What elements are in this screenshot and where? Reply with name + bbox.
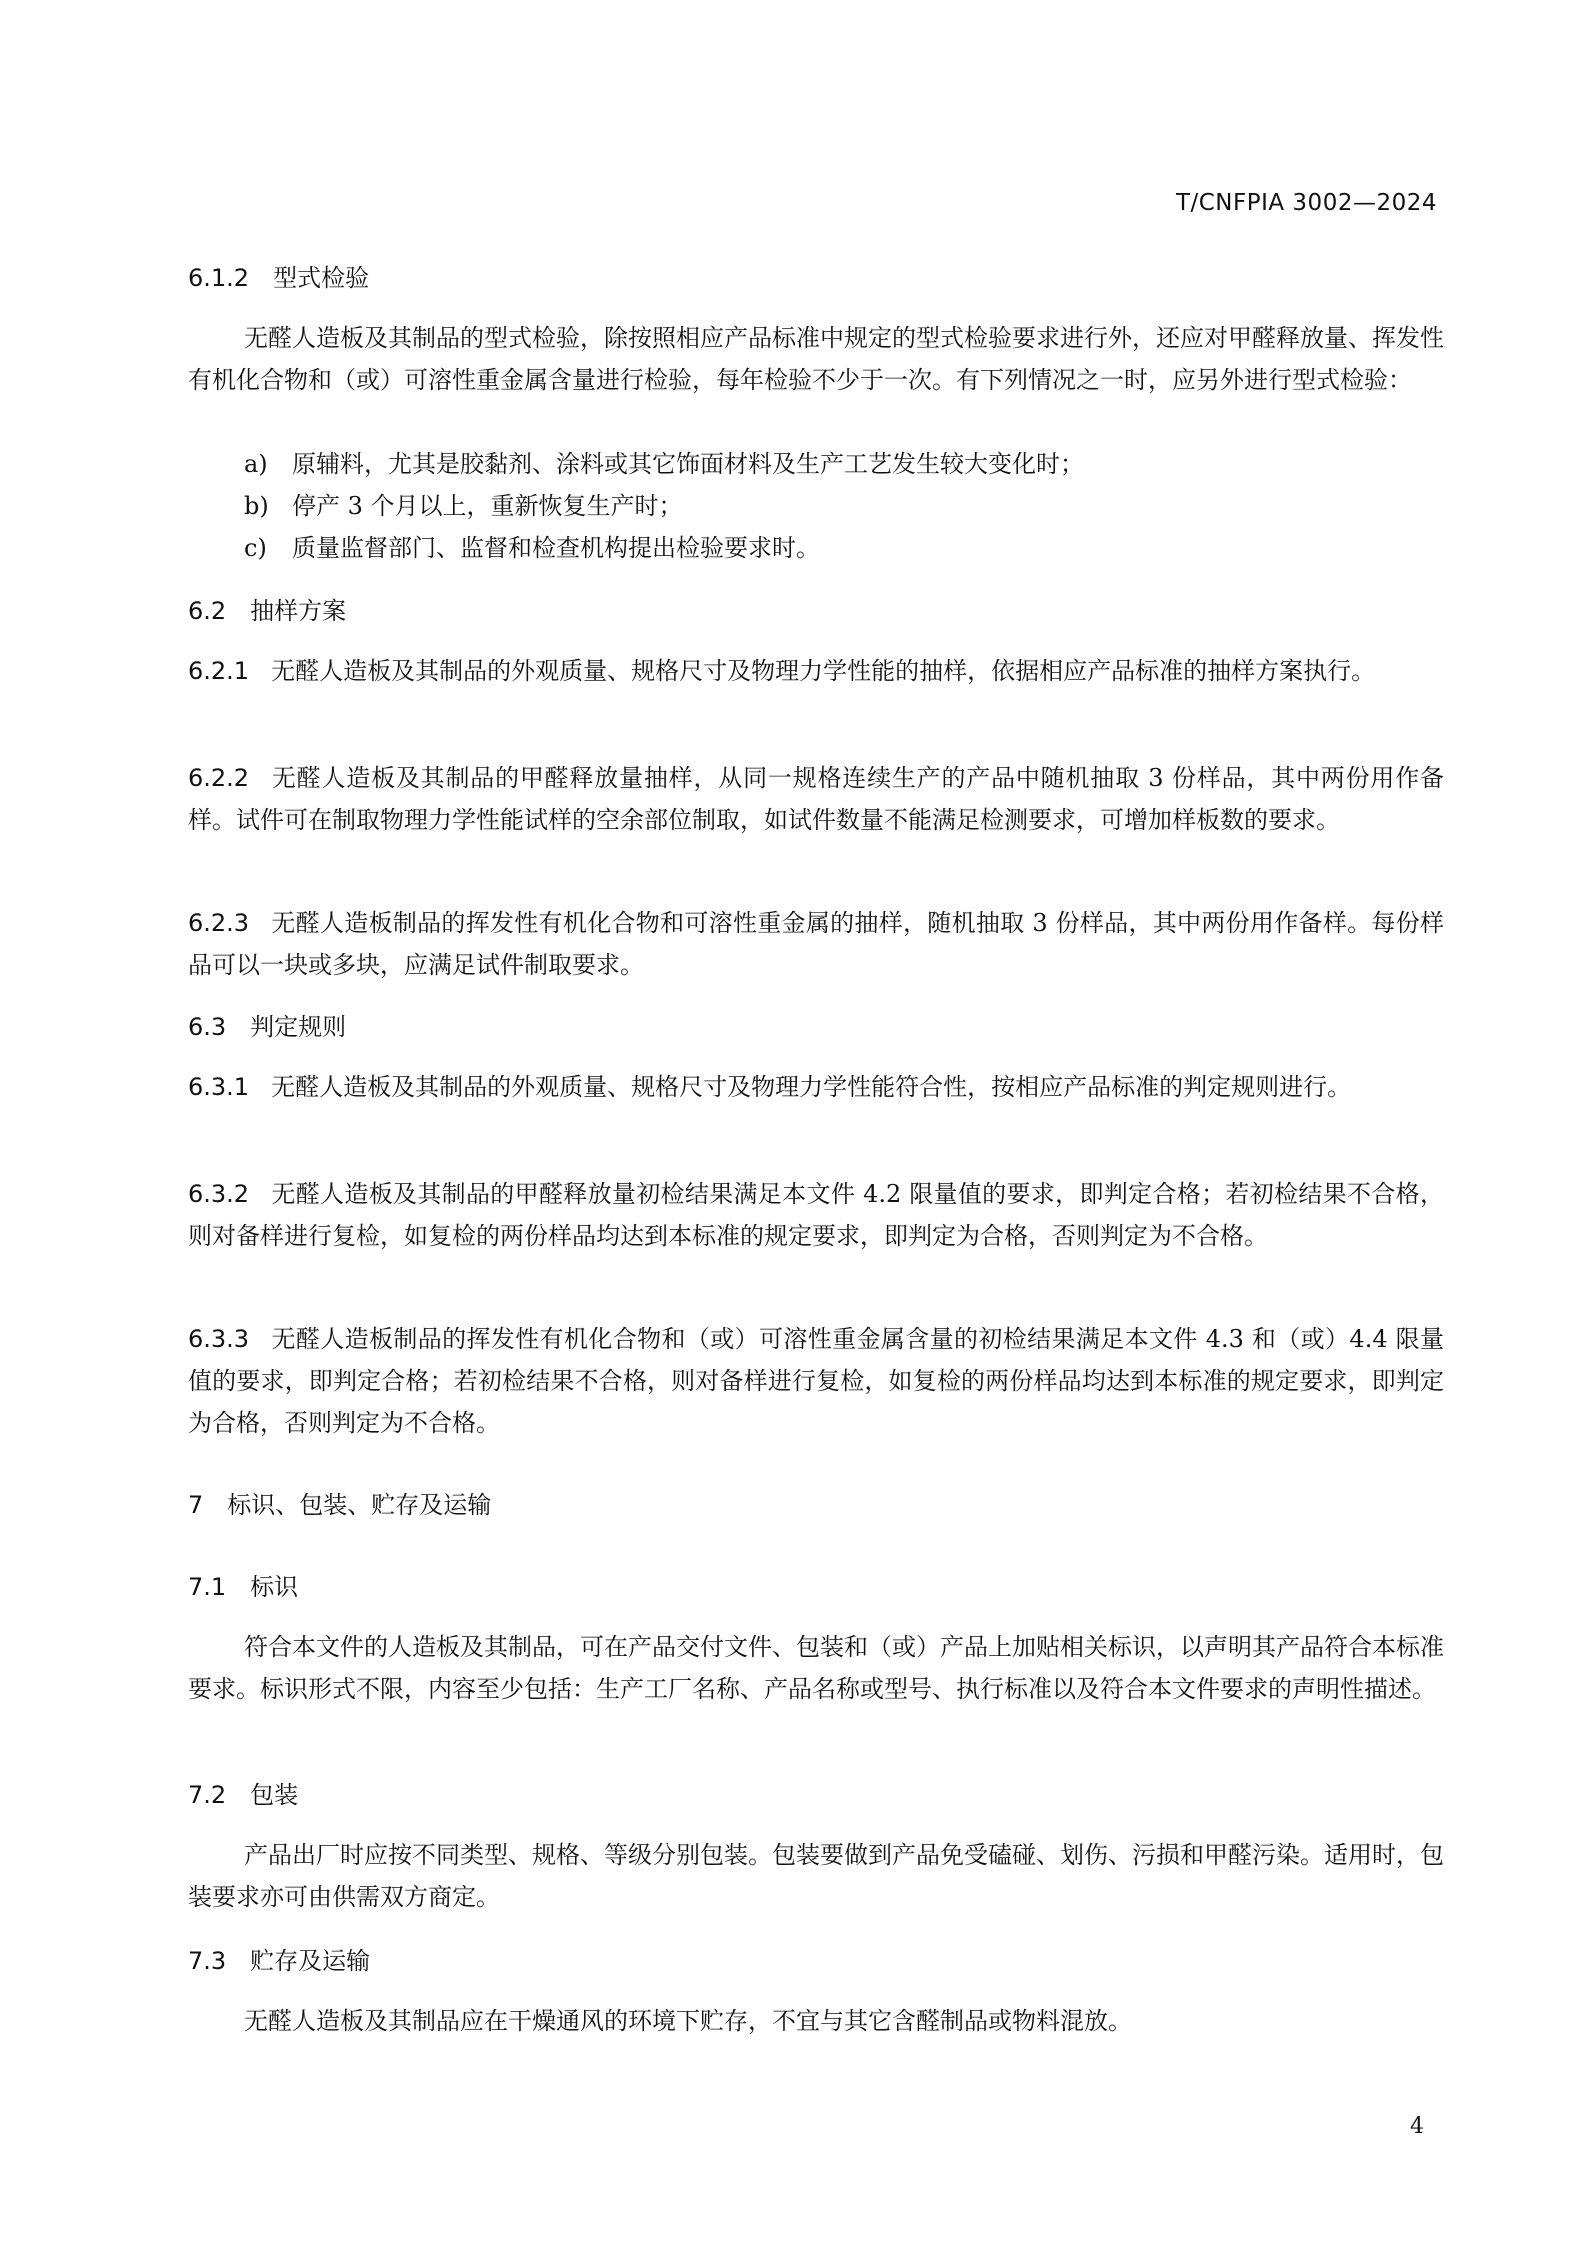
paragraph-6-1-2: 无醛人造板及其制品的型式检验，除按照相应产品标准中规定的型式检验要求进行外，还应对甲醛释放量、挥发性有机化合物和（或）可溶性重金属含量进行检验，每年检验不少于一次。有下列情况之一时，应另外进行型式检验： xyxy=(188,324,1444,394)
heading-7-2 xyxy=(188,1780,1444,1810)
page-number: 4 xyxy=(1410,2114,1424,2139)
clause-number: 6.3.1 xyxy=(188,1073,250,1101)
heading-6-3 xyxy=(188,1012,1444,1042)
section-number: 6.1.2 xyxy=(188,264,250,292)
section-title: 抽样方案 xyxy=(250,597,347,625)
clause-6-3-2 xyxy=(188,1173,1444,1257)
clause-number: 6.3.2 xyxy=(188,1180,250,1208)
section-number: 6.3 xyxy=(188,1013,227,1041)
heading-6-2 xyxy=(188,596,1444,626)
section-title: 判定规则 xyxy=(250,1013,347,1041)
clause-text: 无醛人造板及其制品的外观质量、规格尺寸及物理力学性能的抽样，依据相应产品标准的抽样方案执行。 xyxy=(271,657,1376,685)
list-marker: b) xyxy=(244,492,269,520)
section-number: 6.2 xyxy=(188,597,227,625)
heading-7-3 xyxy=(188,1946,1444,1976)
clause-text: 无醛人造板及其制品的外观质量、规格尺寸及物理力学性能符合性，按相应产品标准的判定规则进行。 xyxy=(271,1073,1352,1101)
clause-text: 无醛人造板及其制品的甲醛释放量抽样，从同一规格连续生产的产品中随机抽取 3 份样品，其中两份用作备样。试件可在制取物理力学性能试样的空余部位制取，如试件数量不能满足检测要求，可增加样板数的要求。 xyxy=(188,764,1444,834)
clause-number: 6.3.3 xyxy=(188,1325,250,1353)
standard-code: T/CNFPIA 3002—2024 xyxy=(1175,190,1437,216)
section-title: 贮存及运输 xyxy=(250,1947,371,1975)
clause-text: 无醛人造板制品的挥发性有机化合物和（或）可溶性重金属含量的初检结果满足本文件 4.3 和（或）4.4 限量值的要求，即判定合格；若初检结果不合格，则对备样进行复检，如复检的两份样品均达到本标准的规定要求，即判定为合格，否则判定为不合格。 xyxy=(188,1325,1444,1437)
clause-6-2-1 xyxy=(188,650,1444,692)
section-title: 型式检验 xyxy=(273,264,370,292)
section-number: 7.1 xyxy=(188,1573,227,1601)
section-title: 包装 xyxy=(250,1781,299,1809)
section-title: 标识 xyxy=(250,1573,299,1601)
section-number: 7 xyxy=(188,1491,204,1519)
paragraph-7-2: 产品出厂时应按不同类型、规格、等级分别包装。包装要做到产品免受磕碰、划伤、污损和甲醛污染。适用时，包装要求亦可由供需双方商定。 xyxy=(188,1841,1444,1911)
paragraph-7-3: 无醛人造板及其制品应在干燥通风的环境下贮存，不宜与其它含醛制品或物料混放。 xyxy=(244,2007,1132,2035)
list-text: 停产 3 个月以上，重新恢复生产时； xyxy=(292,492,683,520)
clause-number: 6.2.3 xyxy=(188,909,250,937)
clause-number: 6.2.1 xyxy=(188,657,250,685)
heading-6-1-2 xyxy=(188,263,1444,293)
list-marker: c) xyxy=(244,534,267,562)
list-item-c xyxy=(188,527,1500,569)
list-text: 质量监督部门、监督和检查机构提出检验要求时。 xyxy=(292,534,820,562)
clause-6-3-1 xyxy=(188,1066,1444,1108)
list-marker: a) xyxy=(244,450,268,478)
clause-6-2-2 xyxy=(188,757,1444,841)
heading-7-1 xyxy=(188,1572,1444,1602)
paragraph-7-1: 符合本文件的人造板及其制品，可在产品交付文件、包装和（或）产品上加贴相关标识，以声明其产品符合本标准要求。标识形式不限，内容至少包括：生产工厂名称、产品名称或型号、执行标准以及符合本文件要求的声明性描述。 xyxy=(188,1633,1444,1703)
list-text: 原辅料，尤其是胶黏剂、涂料或其它饰面材料及生产工艺发生较大变化时； xyxy=(292,450,1084,478)
section-title: 标识、包装、贮存及运输 xyxy=(227,1491,492,1519)
section-number: 7.3 xyxy=(188,1947,227,1975)
heading-7 xyxy=(188,1490,1444,1520)
clause-6-3-3 xyxy=(188,1318,1444,1444)
clause-text: 无醛人造板制品的挥发性有机化合物和可溶性重金属的抽样，随机抽取 3 份样品，其中两份用作备样。每份样品可以一块或多块，应满足试件制取要求。 xyxy=(188,909,1444,979)
section-number: 7.2 xyxy=(188,1781,227,1809)
clause-6-2-3 xyxy=(188,902,1444,986)
list-item-b xyxy=(188,485,1500,527)
clause-text: 无醛人造板及其制品的甲醛释放量初检结果满足本文件 4.2 限量值的要求，即判定合格；若初检结果不合格，则对备样进行复检，如复检的两份样品均达到本标准的规定要求，即判定为合格，否则判定为不合格。 xyxy=(188,1180,1444,1250)
list-item-a xyxy=(188,443,1500,485)
clause-number: 6.2.2 xyxy=(188,764,250,792)
